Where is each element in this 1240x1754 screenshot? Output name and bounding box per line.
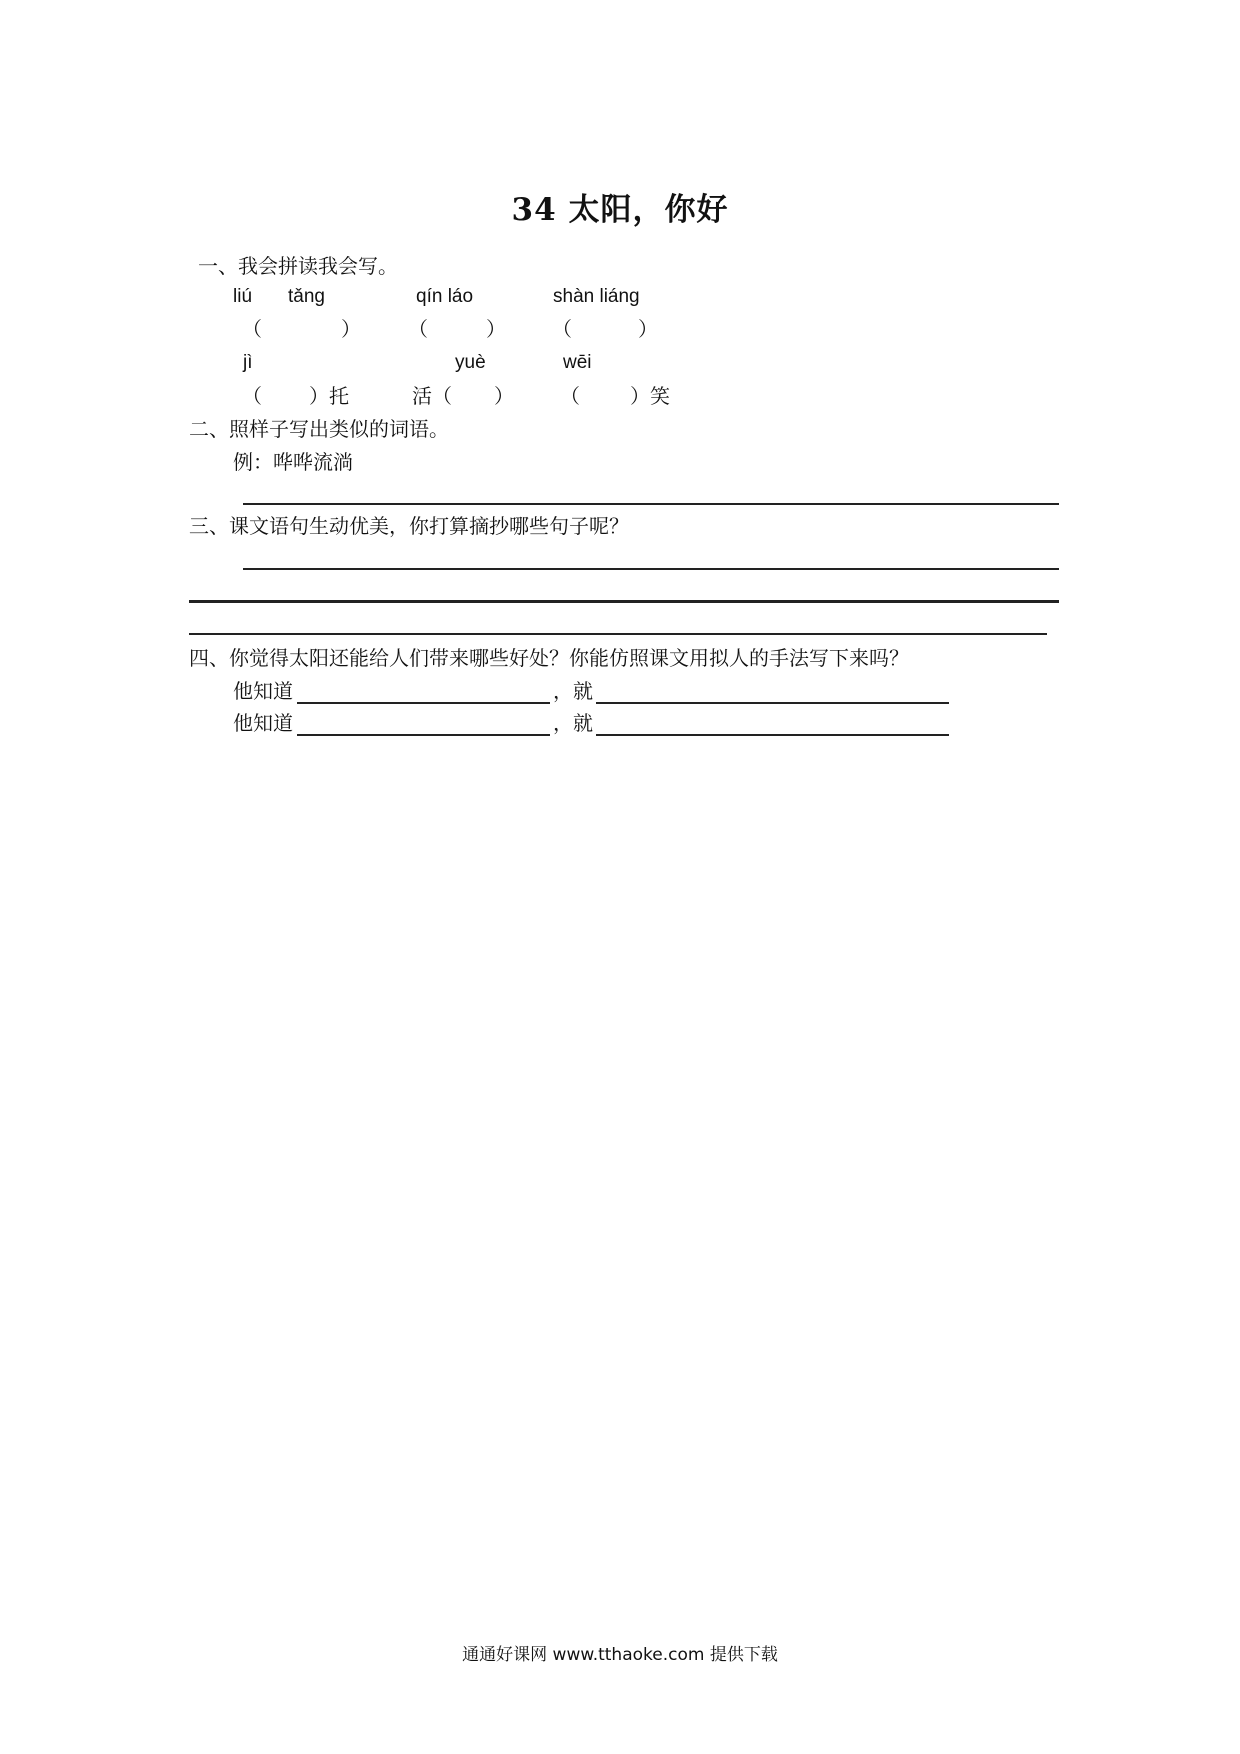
sentence1-blank2[interactable] [596, 702, 949, 704]
footer-credit: 通通好课网 www.tthaoke.com 提供下载 [462, 1645, 778, 1665]
pinyin-tang: tǎng [288, 286, 325, 307]
word-xiao: ）笑 [630, 384, 670, 408]
bracket-close-1: ） [341, 317, 361, 341]
pinyin-shanliang: shàn liáng [553, 286, 640, 307]
answer-line-3a[interactable] [243, 568, 1059, 570]
section3-heading: 三、课文语句生动优美，你打算摘抄哪些句子呢？ [189, 514, 629, 538]
pinyin-liu: liú [233, 286, 253, 307]
section4-heading: 四、你觉得太阳还能给人们带来哪些好处？你能仿照课文用拟人的手法写下来吗？ [189, 646, 909, 670]
bracket-close-2: ） [486, 317, 506, 341]
answer-line-2[interactable] [243, 503, 1059, 505]
sentence1-start: 他知道 [233, 679, 293, 703]
sentence2-blank2[interactable] [596, 734, 949, 736]
pinyin-yue: yuè [455, 352, 486, 373]
sentence2-mid: ，就 [553, 711, 593, 735]
bracket-open-3: （ [552, 317, 572, 341]
sentence1-blank1[interactable] [297, 702, 550, 704]
bracket-open-1: （ [242, 317, 262, 341]
bracket-open-4: （ [242, 384, 262, 408]
word-tuo: ）托 [309, 384, 349, 408]
section1-heading: 一、我会拼读我会写。 [198, 254, 398, 278]
pinyin-ji: jì [243, 352, 253, 373]
bracket-close-5: ） [494, 384, 514, 408]
sentence2-blank1[interactable] [297, 734, 550, 736]
answer-line-3b[interactable] [189, 600, 1059, 603]
bracket-close-3: ） [638, 317, 658, 341]
sentence1-mid: ，就 [553, 679, 593, 703]
sentence2-start: 他知道 [233, 711, 293, 735]
answer-line-3c[interactable] [189, 633, 1047, 635]
pinyin-wei: wēi [563, 352, 592, 373]
word-huo: 活（ [412, 384, 452, 408]
page-title: 34 太阳，你好 [511, 192, 729, 228]
pinyin-qinlao: qín láo [416, 286, 474, 307]
section2-example: 例：哗哗流淌 [233, 450, 353, 474]
bracket-open-2: （ [408, 317, 428, 341]
section2-heading: 二、照样子写出类似的词语。 [189, 417, 449, 441]
bracket-open-6: （ [560, 384, 580, 408]
